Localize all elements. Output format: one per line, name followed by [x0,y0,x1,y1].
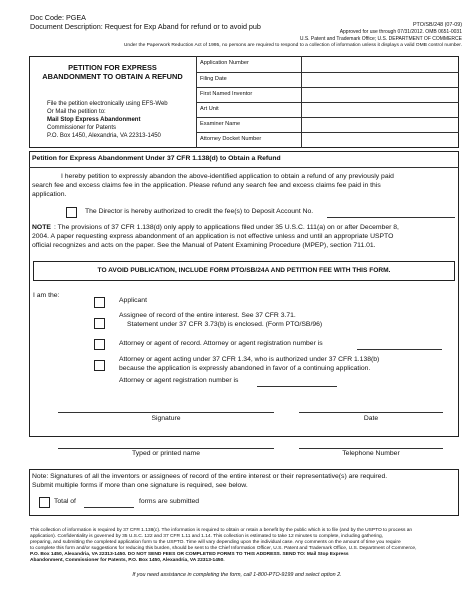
footer-line4: to complete this form and/or suggestions for reducing this burden, should be sent to the Chief Information Officer, U.S. Patent and Trademark Office, U.S. Department of Commerce, [30,546,417,551]
footer-line6: Abandonment, Commissioner for Patents, P.O. Box 1450, Alexandria, VA 22313-1450. [30,558,225,563]
doc-code: Doc Code: PGEA [30,13,86,22]
paperwork-notice: Under the Paperwork Reduction Act of 1995, no persons are required to respond to a collection of information unless it displays a valid OMB control number. [123,43,462,48]
footer-line3: preparing, and submitting the completed application form to the USPTO. Time will vary depending upon the individual case. Any comments on the amount of time you require [30,540,401,545]
signature-note-line2: Submit multiple forms if more than one signature is required, see below. [32,482,248,489]
mail-stop: Mail Stop Express Abandonment [47,117,141,123]
application-number-label: Application Number [200,60,249,66]
note-text-line1: : The provisions of 37 CFR 1.138(d) only apply to applications filed under 35 U.S.C. 111(a) on or after December 8, [54,224,399,231]
first-inventor-label: First Named Inventor [200,91,253,97]
footer-line5: P.O. Box 1450, Alexandria, VA 22313-1450. DO NOT SEND FEES OR COMPLETED FORMS TO THIS ADDRESS. SEND TO: Mail Stop Express [30,552,349,557]
applicant-option: Applicant [119,297,147,304]
telephone-field[interactable] [299,448,443,449]
petition-text-line1: I hereby petition to expressly abandon the above-identified application to obtain a refund of any previously paid [61,173,394,180]
telephone-label: Telephone Number [342,450,400,457]
registration-number-field[interactable] [257,386,337,387]
examiner-name-label: Examiner Name [200,121,241,127]
signature-note-line1: Note: Signatures of all the inventors or assignees of record of the entire interest or their representative(s) are required. [32,473,388,480]
registration-number-label: Attorney or agent registration number is [119,377,239,384]
signature-field[interactable] [58,412,274,413]
acting-attorney-line1: Attorney or agent acting under 37 CFR 1.34, who is authorized under 37 CFR 1.138(b) [119,356,380,363]
total-forms-field[interactable] [84,507,134,508]
petition-heading: Petition for Express Abandonment Under 37 CFR 1.138(d) to Obtain a Refund [32,155,281,162]
deposit-account-field[interactable] [327,217,455,218]
signature-label: Signature [151,415,181,422]
deposit-account-text: The Director is hereby authorized to credit the fee(s) to Deposit Account No. [85,208,314,215]
note-text-line2: 2004. A paper requesting express abandonment of an application is not effective unless and until an appropriate USPTO [32,233,394,240]
agency-text: U.S. Patent and Trademark Office; U.S. DEPARTMENT OF COMMERCE [299,36,462,42]
attorney-of-record-option: Attorney or agent of record. Attorney or agent registration number is [119,340,323,347]
acting-attorney-line2: because the application is expressly abandoned in favor of a continuing application. [119,365,371,372]
date-field[interactable] [299,412,443,413]
file-instruction-2: Or Mail the petition to: [47,109,106,115]
form-title-line1: PETITION FOR EXPRESS [68,63,157,72]
assistance-text: If you need assistance in completing the form, call 1-800-PTO-9199 and select option 2. [132,572,342,578]
forms-submitted-label: forms are submitted [139,498,200,505]
deposit-account-checkbox[interactable] [66,207,77,218]
commissioner: Commissioner for Patents [47,125,117,131]
date-label: Date [363,415,379,422]
acting-attorney-checkbox[interactable] [94,360,105,371]
form-number: PTO/SB/248 (07-09) [412,22,462,28]
note-label: NOTE [32,224,51,231]
petition-text-line3: application. [32,191,67,198]
attorney-docket-label: Attorney Docket Number [200,136,262,142]
total-of-label: Total of [54,498,76,505]
footer-line1: This collection of information is required by 37 CFR 1.138(c). The information is required to obtain or retain a benefit by the public which is to file (and by the USPTO to process an [30,528,413,533]
doc-description: Document Description: Request for Exp Aband for refund or to avoid pub [30,22,261,31]
form-title-line2: ABANDONMENT TO OBTAIN A REFUND [42,72,183,81]
note-text-line3: official recognizes and acts on the paper. See the Manual of Patent Examining Procedure (MPEP), section 711.01. [32,242,376,249]
filing-date-label: Filing Date [200,76,227,82]
assignee-option-line1: Assignee of record of the entire interest. See 37 CFR 3.71. [119,312,296,319]
typed-name-field[interactable] [58,448,274,449]
applicant-checkbox[interactable] [94,297,105,308]
approval-text: Approved for use through 07/31/2012. OMB 0651-0031 [339,29,462,35]
petition-text-line2: search fee and excess claims fee in the application. Please refund any search fee and excess claims fee paid in this [32,182,381,189]
i-am-label: I am the: [33,292,60,299]
petition-section [29,151,459,437]
total-forms-checkbox[interactable] [39,497,50,508]
publication-banner-text: TO AVOID PUBLICATION, INCLUDE FORM PTO/SB/24A AND PETITION FEE WITH THIS FORM. [97,267,391,274]
file-instruction-1: File the petition electronically using EFS-Web [47,101,168,107]
mail-address: P.O. Box 1450, Alexandria, VA 22313-1450 [47,133,161,139]
footer-line2: application). Confidentiality is governed by 35 U.S.C. 122 and 37 CFR 1.11 and 1.14. This collection is estimated to take 12 minutes to complete, including gathering, [30,534,384,539]
attorney-registration-field[interactable] [357,349,442,350]
assignee-option-line2: Statement under 37 CFR 3.73(b) is enclosed. (Form PTO/SB/96) [127,321,323,328]
attorney-of-record-checkbox[interactable] [94,339,105,350]
art-unit-label: Art Unit [200,106,219,112]
typed-name-label: Typed or printed name [131,450,200,457]
assignee-checkbox[interactable] [94,318,105,329]
